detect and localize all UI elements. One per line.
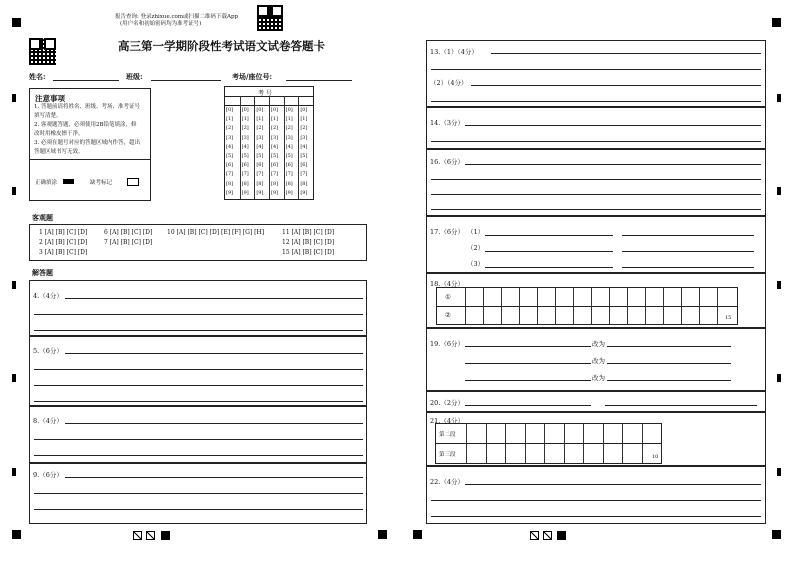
side-mark [777,94,781,102]
exam-digit-bubble[interactable]: [0] [300,107,308,113]
exam-digit-bubble[interactable]: [2] [271,125,279,132]
name-label: 姓名: [29,72,46,81]
question-20-label: 20.（2分） [430,399,464,407]
exam-digit-bubble[interactable]: [9] [300,189,308,196]
answer-line[interactable] [65,477,363,478]
exam-digit-bubble[interactable]: [0] [271,107,279,113]
exam-digit-bubble[interactable]: [4] [226,143,234,150]
exam-digit-bubble[interactable]: [3] [241,134,249,141]
question-21-grid[interactable] [435,423,662,464]
exam-number-column [284,96,299,199]
answer-line[interactable] [465,125,761,126]
notes-title: 注意事项 [35,94,65,103]
objective-q3[interactable]: 3 [A] [B] [C] [D] [39,249,88,256]
page-code-mark [557,531,566,540]
exam-digit-bubble[interactable]: [9] [271,189,279,196]
exam-digit-bubble[interactable]: [1] [256,116,264,123]
answer-line[interactable] [34,455,363,456]
notes-line-1: 1. 答题前请将姓名、班级、考场、准考证号填写清楚。 [34,104,140,119]
answer-line[interactable] [605,405,757,406]
exam-digit-bubble[interactable]: [8] [226,180,234,187]
exam-digit-bubble[interactable]: [7] [241,171,249,178]
page-code-mark [161,531,170,540]
writing-cell[interactable] [573,288,591,324]
writing-cell[interactable] [564,424,584,463]
exam-digit-bubble[interactable]: [9] [256,189,264,196]
side-mark [12,187,16,195]
exam-digit-bubble[interactable]: [2] [226,125,234,132]
exam-digit-bubble[interactable]: [2] [300,125,308,132]
answer-line[interactable] [431,516,761,517]
answer-line[interactable] [622,235,754,236]
page-code-mark [530,531,539,540]
writing-cell[interactable] [699,288,717,324]
question-22-box [426,466,766,524]
question-21-box [426,412,766,466]
exam-digit-bubble[interactable]: [1] [285,116,293,123]
question-20-box [426,391,766,412]
side-mark [12,374,16,382]
exam-digit-bubble[interactable]: [3] [285,134,293,141]
exam-digit-bubble[interactable]: [5] [285,153,293,159]
answer-line[interactable] [465,484,761,485]
exam-digit-bubble[interactable]: [4] [285,143,293,150]
exam-digit-bubble[interactable]: [8] [241,180,249,187]
notes-box [29,88,151,201]
answer-line[interactable] [431,101,761,102]
answer-line[interactable] [431,209,761,210]
objective-q2[interactable]: 2 [A] [B] [C] [D] [39,239,88,246]
exam-digit-bubble[interactable]: [6] [241,162,249,169]
question-14-label: 14.（3分） [430,119,464,127]
exam-digit-bubble[interactable]: [6] [226,162,234,169]
answer-line[interactable] [34,439,363,440]
absent-mark-label: 缺考标记 [90,180,113,186]
exam-number-grid [224,86,314,200]
answer-line[interactable] [431,69,761,70]
answer-line[interactable] [431,500,761,501]
question-13-label: 13.（1）（4分） [430,48,478,56]
exam-number-label: 考 号 [258,90,272,97]
question-22-label: 22.（4分） [430,478,464,486]
answer-line[interactable] [65,298,363,299]
page-code-mark [146,531,155,540]
exam-digit-bubble[interactable]: [1] [241,116,249,123]
side-mark [12,281,16,289]
answer-line[interactable] [65,353,363,354]
answer-line[interactable] [34,314,363,315]
answer-line[interactable] [431,141,761,142]
side-mark [777,468,781,476]
side-mark [12,94,16,102]
exam-number-column [240,96,255,199]
exam-digit-bubble[interactable]: [2] [241,125,249,132]
answer-line[interactable] [622,251,754,252]
writing-cell[interactable] [519,288,537,324]
exam-digit-bubble[interactable]: [7] [285,171,293,178]
question-21-label: 21.（4分） [430,417,464,425]
change-to-label-2: 改为 [592,357,605,365]
corner-mark [772,530,781,539]
exam-digit-bubble[interactable]: [3] [300,134,308,141]
answers-title: 解答题 [32,268,53,277]
answer-line[interactable] [485,235,613,236]
answer-line[interactable] [431,194,761,195]
answer-line[interactable] [485,267,613,268]
writing-cell[interactable] [501,288,519,324]
answer-line[interactable] [465,164,761,165]
question-4-box [29,280,367,336]
notes-line-2: 2. 客观题答题，必须使用2B铅笔填涂，修改时用橡皮擦干净。 [34,122,137,137]
exam-digit-bubble[interactable]: [5] [300,153,308,159]
exam-digit-bubble[interactable]: [0] [285,107,293,113]
answer-line[interactable] [622,267,754,268]
question-8-label: 8.（4分） [33,417,63,425]
side-mark [777,374,781,382]
writing-cell[interactable] [486,424,506,463]
exam-digit-bubble[interactable]: [7] [300,171,308,178]
exam-digit-bubble[interactable]: [4] [300,143,308,150]
question-19-label: 19.（6分） [430,340,464,348]
side-mark [12,468,16,476]
writing-cell[interactable] [603,424,623,463]
question-18-row2: ② [445,311,451,319]
question-13-part2-label: （2）（4分） [430,79,468,87]
exam-number-column [225,96,240,199]
side-mark [777,281,781,289]
exam-digit-bubble[interactable]: [6] [271,162,279,169]
writing-cell[interactable] [537,288,555,324]
question-18-box [426,273,766,328]
exam-digit-bubble[interactable]: [4] [241,143,249,150]
exam-digit-bubble[interactable]: [7] [226,171,234,178]
answer-line[interactable] [471,85,761,86]
question-17-box [426,216,766,273]
change-to-label-3: 改为 [592,374,605,382]
question-13-box [426,40,766,107]
exam-digit-bubble[interactable]: [7] [271,171,279,178]
question-18-cells [465,288,735,324]
writing-cell[interactable] [466,424,486,463]
correct-fill-label: 正确填涂 [35,180,58,186]
writing-cell[interactable] [555,288,573,324]
writing-cell[interactable] [645,288,663,324]
question-5-box [29,336,367,406]
report-notice-line1: 报告查询: 登录zhixue.com或扫描二维码下载App [115,14,239,20]
objective-q11[interactable]: 11 [A] [B] [C] [D] [282,229,335,236]
class-field[interactable] [151,80,221,81]
exam-digit-bubble[interactable]: [1] [271,116,279,123]
question-16-box [426,149,766,216]
exam-digit-bubble[interactable]: [3] [226,134,234,141]
answer-line[interactable] [65,423,363,424]
exam-digit-bubble[interactable]: [2] [256,125,264,132]
class-label: 班级: [126,72,143,81]
answer-line[interactable] [431,179,761,180]
corner-mark [378,530,387,539]
objective-q15[interactable]: 15 [A] [B] [C] [D] [282,249,335,256]
question-16-label: 16.（6分） [430,158,464,166]
exam-digit-bubble[interactable]: [8] [256,180,264,187]
question-21-count: 10 [652,454,659,460]
question-4-label: 4.（4分） [33,292,63,300]
writing-cell[interactable] [525,424,545,463]
question-18-count: 15 [725,315,732,321]
exam-digit-bubble[interactable]: [9] [285,189,293,196]
writing-cell[interactable] [583,424,603,463]
page-code-mark [543,531,552,540]
exam-digit-bubble[interactable]: [5] [271,153,279,159]
question-17-part1: （1） [467,228,485,236]
corner-mark [413,530,422,539]
exam-digit-bubble[interactable]: [6] [300,162,308,169]
answer-line[interactable] [465,363,591,364]
exam-digit-bubble[interactable]: [6] [256,162,264,169]
exam-number-column [269,96,284,199]
exam-digit-bubble[interactable]: [5] [241,153,249,159]
writing-cell[interactable] [663,288,681,324]
exam-digit-bubble[interactable]: [8] [285,180,293,187]
answer-line[interactable] [465,405,591,406]
exam-digit-bubble[interactable]: [9] [241,189,249,196]
writing-cell[interactable] [505,424,525,463]
answer-line[interactable] [34,330,363,331]
answer-line[interactable] [607,380,731,381]
question-18-label: 18.（4分） [430,280,464,288]
exam-digit-bubble[interactable]: [2] [285,125,293,132]
report-notice-line2: (用户名和初始密码均为准考证号) [120,21,202,27]
answer-line[interactable] [34,493,363,494]
app-qr-code [257,5,283,31]
exam-digit-bubble[interactable]: [0] [241,107,249,113]
writing-cell[interactable] [483,288,501,324]
question-18-row1: ① [445,293,451,301]
objective-q10[interactable]: 10 [A] [B] [C] [D] [E] [F] [G] [H] [167,229,265,236]
exam-digit-bubble[interactable]: [0] [256,107,264,113]
exam-digit-bubble[interactable]: [0] [226,107,234,113]
writing-cell[interactable] [622,424,642,463]
card-qr-code [29,38,56,65]
question-5-label: 5.（6分） [33,347,63,355]
seat-label: 考场/座位号: [232,72,273,81]
answer-line[interactable] [34,509,363,510]
question-17-label: 17.（6分） [430,228,464,236]
exam-digit-bubble[interactable]: [4] [256,143,264,150]
objective-q12[interactable]: 12 [A] [B] [C] [D] [282,239,335,246]
exam-digit-bubble[interactable]: [5] [226,153,234,159]
writing-cell[interactable] [465,288,483,324]
absent-mark-box[interactable] [127,178,139,186]
exam-digit-bubble[interactable]: [8] [271,180,279,187]
correct-fill-sample [63,179,74,184]
question-8-box [29,406,367,463]
seat-field[interactable] [286,80,352,81]
answer-line[interactable] [34,385,363,386]
writing-cell[interactable] [609,288,627,324]
answer-line[interactable] [607,363,731,364]
side-mark [777,187,781,195]
exam-digit-bubble[interactable]: [9] [226,189,234,196]
exam-digit-bubble[interactable]: [1] [300,116,308,123]
answer-line[interactable] [485,251,613,252]
exam-number-columns [225,96,313,199]
question-18-grid[interactable] [436,287,738,325]
exam-digit-bubble[interactable]: [8] [300,180,308,187]
exam-digit-bubble[interactable]: [1] [226,116,234,123]
exam-digit-bubble[interactable]: [4] [271,143,279,150]
page-title: 高三第一学期阶段性考试语文试卷答题卡 [118,39,325,53]
question-17-part2: （2） [467,244,485,252]
answer-line[interactable] [491,53,761,54]
corner-mark [12,18,21,27]
answer-line[interactable] [607,346,731,347]
question-9-label: 9.（6分） [33,471,63,479]
writing-cell[interactable] [591,288,609,324]
question-21-row1: 第二段 [439,432,456,438]
objective-q1[interactable]: 1 [A] [B] [C] [D] [39,229,88,236]
change-to-label-1: 改为 [592,340,605,348]
objective-q6[interactable]: 6 [A] [B] [C] [D] [104,229,153,236]
exam-digit-bubble[interactable]: [6] [285,162,293,169]
question-17-part3: （3） [467,260,485,268]
exam-digit-bubble[interactable]: [3] [271,134,279,141]
writing-cell[interactable] [544,424,564,463]
notes-line-3: 3. 必须在题号对应的答题区域内作答，超出答题区域书写无效。 [34,140,140,155]
answer-line[interactable] [465,346,591,347]
exam-digit-bubble[interactable]: [5] [256,153,264,159]
question-21-row2: 第三段 [439,452,456,458]
exam-digit-bubble[interactable]: [7] [256,171,264,178]
question-14-box [426,107,766,149]
name-field[interactable] [53,80,119,81]
exam-number-column [254,96,269,199]
writing-cell[interactable] [681,288,699,324]
answer-line[interactable] [465,380,591,381]
exam-digit-bubble[interactable]: [3] [256,134,264,141]
exam-number-column [298,96,313,199]
answer-line[interactable] [34,369,363,370]
question-9-box [29,463,367,524]
answer-line[interactable] [34,401,363,402]
objective-q7[interactable]: 7 [A] [B] [C] [D] [104,239,153,246]
corner-mark [772,18,781,27]
question-21-cells [466,424,661,463]
writing-cell[interactable] [627,288,645,324]
objective-title: 客观题 [32,213,53,222]
corner-mark [12,530,21,539]
page-code-mark [133,531,142,540]
notes-divider [30,159,150,160]
question-19-box [426,328,766,391]
objective-box [29,224,367,261]
